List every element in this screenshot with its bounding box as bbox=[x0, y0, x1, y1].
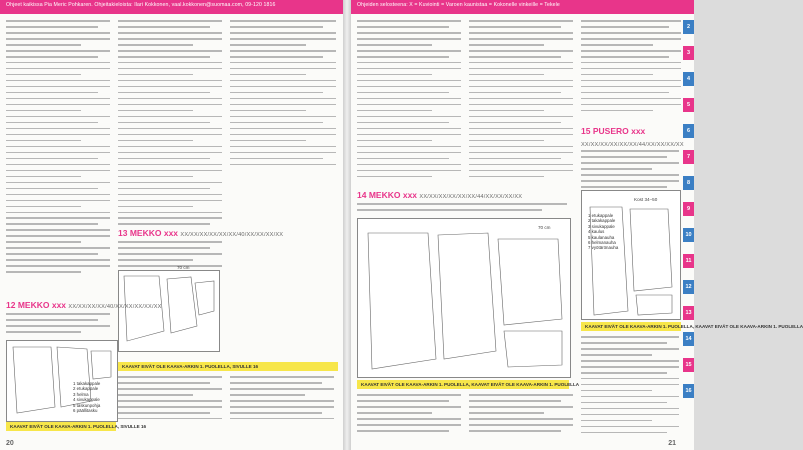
left-header-bar bbox=[0, 0, 343, 14]
side-tab: 14 bbox=[683, 332, 694, 346]
side-tab: 7 bbox=[683, 150, 694, 164]
side-tab: 9 bbox=[683, 202, 694, 216]
side-tab: 8 bbox=[683, 176, 694, 190]
section-12-code: XX/XX/XX/XX/40/XX/XX/XX/XX/XX bbox=[68, 304, 162, 310]
section-14-title: MEKKO xxx bbox=[368, 190, 418, 200]
layout-13-yellow-bar: KAAVAT EIVÄT OLE KAAVA-ARKIN 1. PUOLELLA, SIVULLE 16 bbox=[118, 362, 338, 371]
layout-13-width-label: 70 cm bbox=[177, 265, 190, 270]
left-bottom-col2 bbox=[118, 376, 222, 424]
cutting-layout-14 bbox=[357, 218, 571, 378]
left-page bbox=[0, 0, 343, 450]
section-14-code: XX/XX/XX/XX/XX/XX/44/XX/XX/XX/XX bbox=[419, 194, 523, 200]
spread-gutter bbox=[343, 0, 351, 450]
side-tab: 4 bbox=[683, 72, 694, 86]
legend-item: 6 päällitasku bbox=[73, 408, 98, 414]
legend-item: 1 takakappale bbox=[73, 381, 101, 386]
right-col1-text bbox=[357, 20, 461, 182]
section-13-heading bbox=[118, 228, 283, 238]
layout-15-legend bbox=[588, 213, 618, 251]
legend-item: 2 etukappale bbox=[73, 386, 99, 392]
section-12-heading bbox=[6, 300, 162, 310]
left-header-text: Ohjeet kaikissa Pia Meric Pohkaren. Ohjeitakieloista: Ilari Kokkonen, vaal.kokkonen@suomaa.com, 09-120 1816 bbox=[6, 2, 276, 8]
legend-item: 5 taskunpohja bbox=[73, 402, 101, 408]
section-13-intro bbox=[118, 241, 222, 271]
right-header-text: Ohjeiden selosteena: X = Kuviointi = Varoen kaunistaa = Kokonelle vinkeille = Tekele bbox=[357, 2, 560, 8]
layout-15-yellow-bar: KAAVAT EIVÄT OLE KAAVA-ARKIN 1. PUOLELLA, KAAVAT EIVÄT OLE KAAVA-ARKIN 1. PUOLELLA bbox=[581, 322, 681, 331]
layout-14-width-label: 70 cm bbox=[538, 225, 551, 230]
legend-item: 3 sivukappale bbox=[588, 223, 615, 229]
legend-item: 4 sivukappale bbox=[73, 397, 100, 403]
section-13-title: MEKKO xxx bbox=[129, 228, 179, 238]
left-page-number: 20 bbox=[6, 440, 14, 447]
left-bottom-col3 bbox=[230, 376, 334, 424]
section-15-heading bbox=[581, 126, 645, 136]
left-col1-text bbox=[6, 20, 110, 277]
layout-12-yellow-bar: KAAVAT EIVÄT OLE KAAVA-ARKIN 1. PUOLELLA, SIVULLE 16 bbox=[6, 422, 116, 431]
right-page bbox=[351, 0, 803, 450]
layout-14-yellow-bar: KAAVAT EIVÄT OLE KAAVA-ARKIN 1. PUOLELLA, KAAVAT EIVÄT OLE KAAVA-ARKIN 1. PUOLELLA bbox=[357, 380, 569, 389]
section-15-number: 15 bbox=[581, 126, 591, 136]
legend-item: 6 helmanauha bbox=[588, 240, 616, 246]
section-12-number: 12 bbox=[6, 300, 16, 310]
legend-item: 7 vyötärönauha bbox=[588, 245, 619, 251]
section-14-heading bbox=[357, 190, 522, 200]
right-bottom-col2 bbox=[469, 394, 573, 436]
left-col2-text bbox=[118, 20, 222, 229]
legend-item: 5 kaulanauha bbox=[588, 234, 615, 240]
left-col3-text bbox=[230, 20, 336, 170]
legend-item: 3 helma bbox=[73, 391, 89, 397]
right-col3-text bbox=[581, 20, 681, 116]
side-tab: 11 bbox=[683, 254, 694, 268]
section-14-number: 14 bbox=[357, 190, 367, 200]
right-page-number: 21 bbox=[668, 440, 676, 447]
section-15-code-row bbox=[581, 138, 684, 148]
side-tab: 10 bbox=[683, 228, 694, 242]
section-13-code: XX/XX/XX/XX/XX/XX/40/XX/XX/XX/XX bbox=[180, 232, 284, 238]
legend-item: 2 takakappale bbox=[588, 218, 616, 224]
side-tab: 5 bbox=[683, 98, 694, 112]
layout-15-width-label: Kost 34–50 bbox=[634, 197, 658, 202]
cutting-layout-15 bbox=[581, 190, 681, 320]
cutting-layout-12 bbox=[6, 340, 118, 422]
section-15-title: PUSERO xxx bbox=[592, 126, 646, 136]
section-14-intro bbox=[357, 203, 567, 215]
right-header-bar bbox=[351, 0, 694, 14]
right-bottom-col1 bbox=[357, 394, 461, 436]
side-tab: 6 bbox=[683, 124, 694, 138]
cutting-layout-13 bbox=[118, 265, 220, 352]
side-tab: 2 bbox=[683, 20, 694, 34]
section-12-intro bbox=[6, 313, 110, 337]
legend-item: 1 etukappale bbox=[588, 213, 614, 218]
layout-12-legend bbox=[73, 381, 100, 413]
right-col2-text bbox=[469, 20, 573, 182]
legend-item: 4 kaulus bbox=[588, 229, 605, 235]
side-tab: 13 bbox=[683, 306, 694, 320]
right-bottom-col3 bbox=[581, 336, 679, 438]
section-12-title: MEKKO xxx bbox=[17, 300, 67, 310]
side-tab: 3 bbox=[683, 46, 694, 60]
side-tab: 12 bbox=[683, 280, 694, 294]
side-tab: 15 bbox=[683, 358, 694, 372]
section-15-intro bbox=[581, 150, 679, 192]
section-13-number: 13 bbox=[118, 228, 128, 238]
section-15-code: XX/XX/XX/XX/XX/XX/44/XX/XX/XX/XX bbox=[581, 142, 684, 148]
side-tab: 16 bbox=[683, 384, 694, 398]
